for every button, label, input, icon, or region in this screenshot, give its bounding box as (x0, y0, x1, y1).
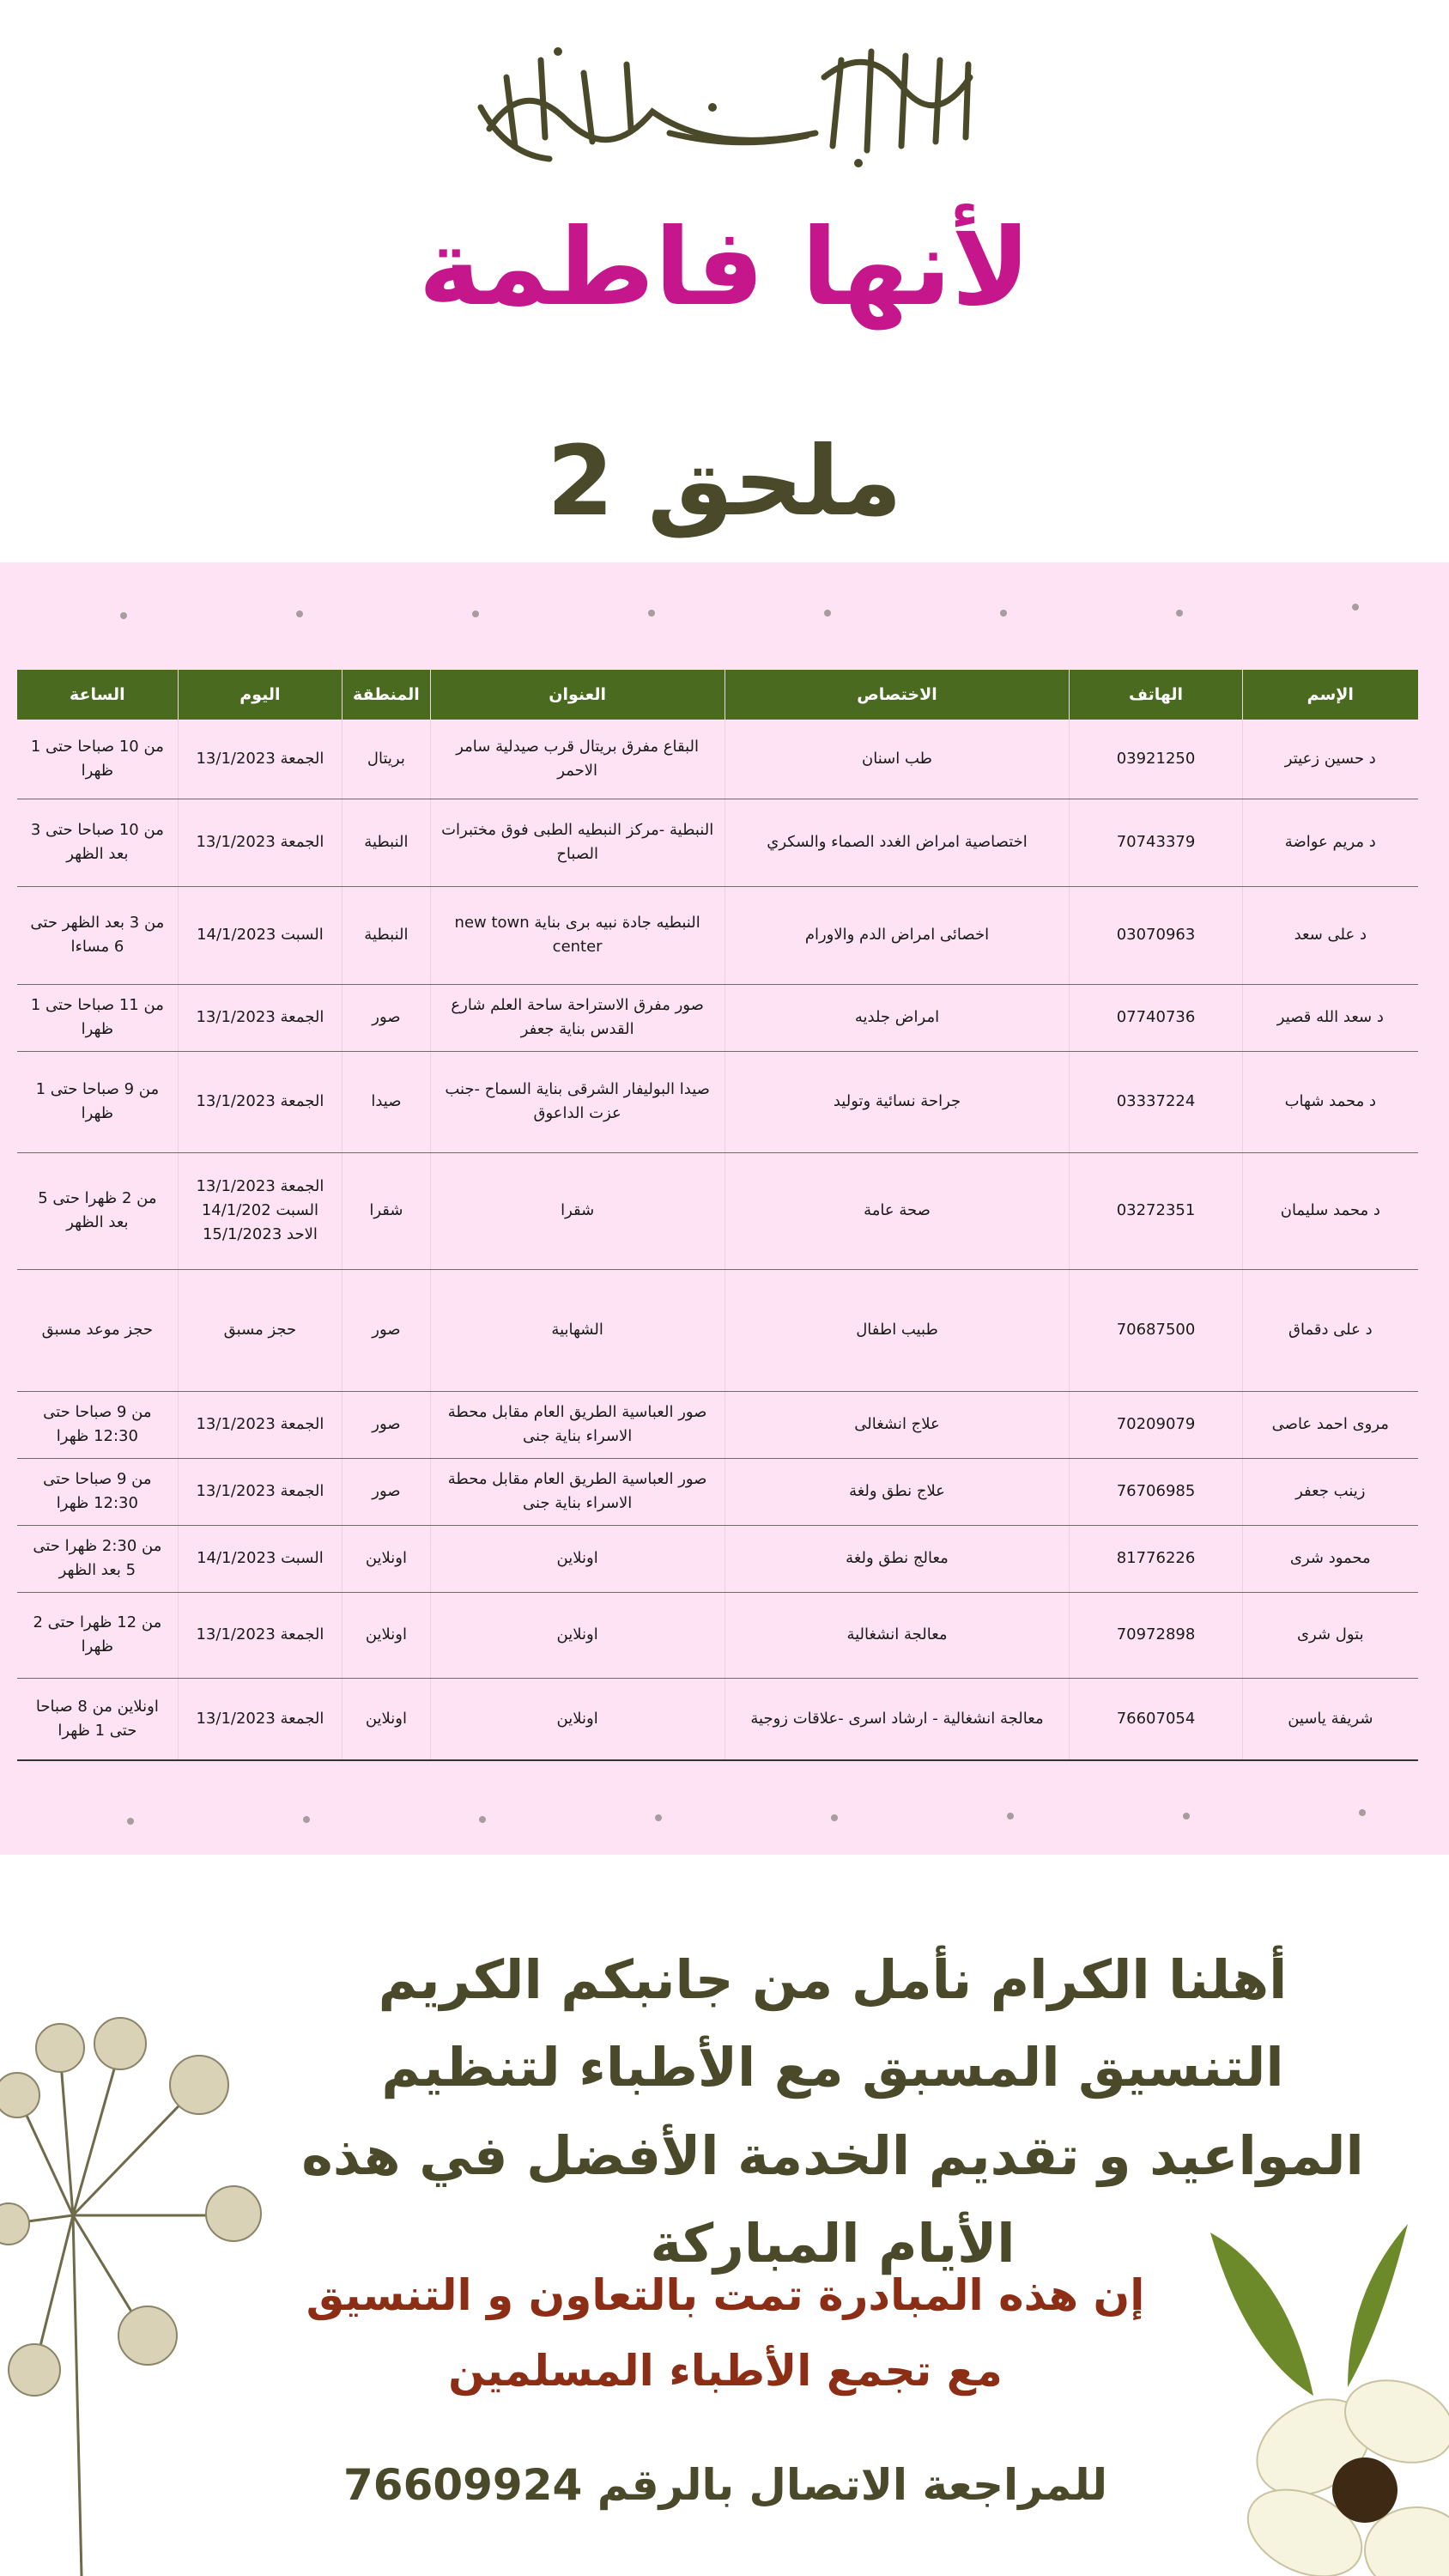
table-header-row (17, 670, 1418, 720)
cell-phone: 81776226 (1070, 1525, 1242, 1592)
dried-flower-image (0, 1966, 283, 2576)
cell-time: من 3 بعد الظهر حتى 6 مساءا (17, 886, 178, 984)
cell-day: الجمعة 13/1/2023 (178, 1051, 342, 1152)
table-row (17, 1458, 1418, 1525)
cell-name: شريفة ياسين (1242, 1678, 1418, 1760)
table-row (17, 886, 1418, 984)
cell-address: اونلاين (430, 1525, 724, 1592)
cell-region: صور (343, 1458, 431, 1525)
cell-time: اونلاين من 8 صباحا حتى 1 ظهرا (17, 1678, 178, 1760)
cell-time: من 2:30 ظهرا حتى 5 بعد الظهر (17, 1525, 178, 1592)
cell-specialty: اختصاصية امراض الغدد الصماء والسكري (724, 799, 1070, 886)
basmala-calligraphy (455, 26, 987, 172)
cell-name: د على سعد (1242, 886, 1418, 984)
cell-region: اونلاين (343, 1525, 431, 1592)
cell-time: من 12 ظهرا حتى 2 ظهرا (17, 1592, 178, 1678)
initiative-message: إن هذه المبادرة تمت بالتعاون و التنسيق مع تجمع الأطباء المسلمين (306, 2270, 1145, 2396)
cell-day: الجمعة 13/1/2023 السبت 14/1/202 الاحد 15/1/2023 (178, 1152, 342, 1269)
cell-name: بتول شرى (1242, 1592, 1418, 1678)
column-header-time: الساعة (17, 670, 178, 720)
cell-address: اونلاين (430, 1678, 724, 1760)
contact-line: للمراجعة الاتصال بالرقم 76609924 (343, 2460, 1108, 2510)
doctors-table-wrapper (17, 670, 1418, 1761)
cell-specialty: صحة عامة (724, 1152, 1070, 1269)
cell-time: من 10 صباحا حتى 1 ظهرا (17, 720, 178, 799)
cell-region: شقرا (343, 1152, 431, 1269)
cell-name: زينب جعفر (1242, 1458, 1418, 1525)
cell-region: صيدا (343, 1051, 431, 1152)
cell-day: الجمعة 13/1/2023 (178, 1458, 342, 1525)
cell-day: السبت 14/1/2023 (178, 1525, 342, 1592)
cell-specialty: معالجة انشغالية (724, 1592, 1070, 1678)
table-row (17, 1678, 1418, 1760)
cell-address: صور مفرق الاستراحة ساحة العلم شارع القدس بناية جعفر (430, 984, 724, 1051)
cell-address: اونلاين (430, 1592, 724, 1678)
cell-name: د مريم عواضة (1242, 799, 1418, 886)
column-header-name: الإسم (1242, 670, 1418, 720)
cell-region: اونلاين (343, 1678, 431, 1760)
cell-phone: 76706985 (1070, 1458, 1242, 1525)
cell-address: صور العباسية الطريق العام مقابل محطة الاسراء بناية جنى (430, 1458, 724, 1525)
welcome-message: أهلنا الكرام نأمل من جانبكم الكريم التنسيق المسبق مع الأطباء لتنظيم المواعيد و تقديم الخدمة الأفضل في هذه الأيام المباركة (301, 1948, 1364, 2275)
cell-day: الجمعة 13/1/2023 (178, 799, 342, 886)
cell-specialty: معالج نطق ولغة (724, 1525, 1070, 1592)
table-row (17, 720, 1418, 799)
cell-region: صور (343, 1391, 431, 1458)
cell-specialty: معالجة انشغالية - ارشاد اسرى -علاقات زوجية (724, 1678, 1070, 1760)
cell-specialty: طبيب اطفال (724, 1269, 1070, 1391)
table-row (17, 1592, 1418, 1678)
cell-phone: 03337224 (1070, 1051, 1242, 1152)
cell-address: الشهابية (430, 1269, 724, 1391)
column-header-specialty: الاختصاص (724, 670, 1070, 720)
cell-name: محمود شرى (1242, 1525, 1418, 1592)
cell-address: البقاع مفرق بريتال قرب صيدلية سامر الاحمر (430, 720, 724, 799)
cell-region: النبطية (343, 886, 431, 984)
cell-region: صور (343, 1269, 431, 1391)
cell-time: من 2 ظهرا حتى 5 بعد الظهر (17, 1152, 178, 1269)
cell-phone: 70687500 (1070, 1269, 1242, 1391)
cell-address: شقرا (430, 1152, 724, 1269)
cell-time: من 10 صباحا حتى 3 بعد الظهر (17, 799, 178, 886)
cell-address: صيدا البوليفار الشرقى بناية السماح -جنب عزت الداعوق (430, 1051, 724, 1152)
table-row (17, 1269, 1418, 1391)
cell-name: د حسين زعيتر (1242, 720, 1418, 799)
cell-phone: 70972898 (1070, 1592, 1242, 1678)
cell-day: الجمعة 13/1/2023 (178, 1592, 342, 1678)
cell-day: الجمعة 13/1/2023 (178, 720, 342, 799)
cell-time: من 9 صباحا حتى 12:30 ظهرا (17, 1391, 178, 1458)
page-subtitle: ملحق 2 (547, 426, 902, 538)
cell-name: د محمد شهاب (1242, 1051, 1418, 1152)
doctors-table (17, 670, 1418, 1761)
cell-name: د محمد سليمان (1242, 1152, 1418, 1269)
table-row (17, 1391, 1418, 1458)
cell-time: من 9 صباحا حتى 1 ظهرا (17, 1051, 178, 1152)
cell-specialty: طب اسنان (724, 720, 1070, 799)
cell-region: صور (343, 984, 431, 1051)
column-header-phone: الهاتف (1070, 670, 1242, 720)
cell-address: النبطية -مركز النبطيه الطبى فوق مختبرات الصباح (430, 799, 724, 886)
table-row (17, 984, 1418, 1051)
cell-day: الجمعة 13/1/2023 (178, 984, 342, 1051)
cell-time: حجز موعد مسبق (17, 1269, 178, 1391)
cell-specialty: اخصائى امراض الدم والاورام (724, 886, 1070, 984)
cell-day: الجمعة 13/1/2023 (178, 1678, 342, 1760)
cell-specialty: علاج انشغالى (724, 1391, 1070, 1458)
column-header-day: اليوم (178, 670, 342, 720)
page-title: لأنها فاطمة (418, 206, 1031, 330)
cell-name: د سعد الله قصير (1242, 984, 1418, 1051)
cell-address: صور العباسية الطريق العام مقابل محطة الاسراء بناية جنى (430, 1391, 724, 1458)
column-header-address: العنوان (430, 670, 724, 720)
cell-region: اونلاين (343, 1592, 431, 1678)
cell-specialty: جراحة نسائية وتوليد (724, 1051, 1070, 1152)
cell-region: بريتال (343, 720, 431, 799)
cell-time: من 9 صباحا حتى 12:30 ظهرا (17, 1458, 178, 1525)
cell-address: النبطيه جادة نبيه برى بناية new town center (430, 886, 724, 984)
table-row (17, 799, 1418, 886)
cell-name: مروى احمد عاصى (1242, 1391, 1418, 1458)
cell-specialty: علاج نطق ولغة (724, 1458, 1070, 1525)
table-row (17, 1051, 1418, 1152)
cell-phone: 70743379 (1070, 799, 1242, 886)
cell-phone: 03070963 (1070, 886, 1242, 984)
column-header-region: المنطقة (343, 670, 431, 720)
cell-phone: 76607054 (1070, 1678, 1242, 1760)
cell-phone: 07740736 (1070, 984, 1242, 1051)
cell-name: د على دقماق (1242, 1269, 1418, 1391)
cell-phone: 03272351 (1070, 1152, 1242, 1269)
cell-phone: 70209079 (1070, 1391, 1242, 1458)
cell-day: الجمعة 13/1/2023 (178, 1391, 342, 1458)
cell-day: السبت 14/1/2023 (178, 886, 342, 984)
table-row (17, 1525, 1418, 1592)
cell-day: حجز مسبق (178, 1269, 342, 1391)
table-row (17, 1152, 1418, 1269)
cell-phone: 03921250 (1070, 720, 1242, 799)
cell-time: من 11 صباحا حتى 1 ظهرا (17, 984, 178, 1051)
cell-region: النبطية (343, 799, 431, 886)
cell-specialty: امراض جلديه (724, 984, 1070, 1051)
